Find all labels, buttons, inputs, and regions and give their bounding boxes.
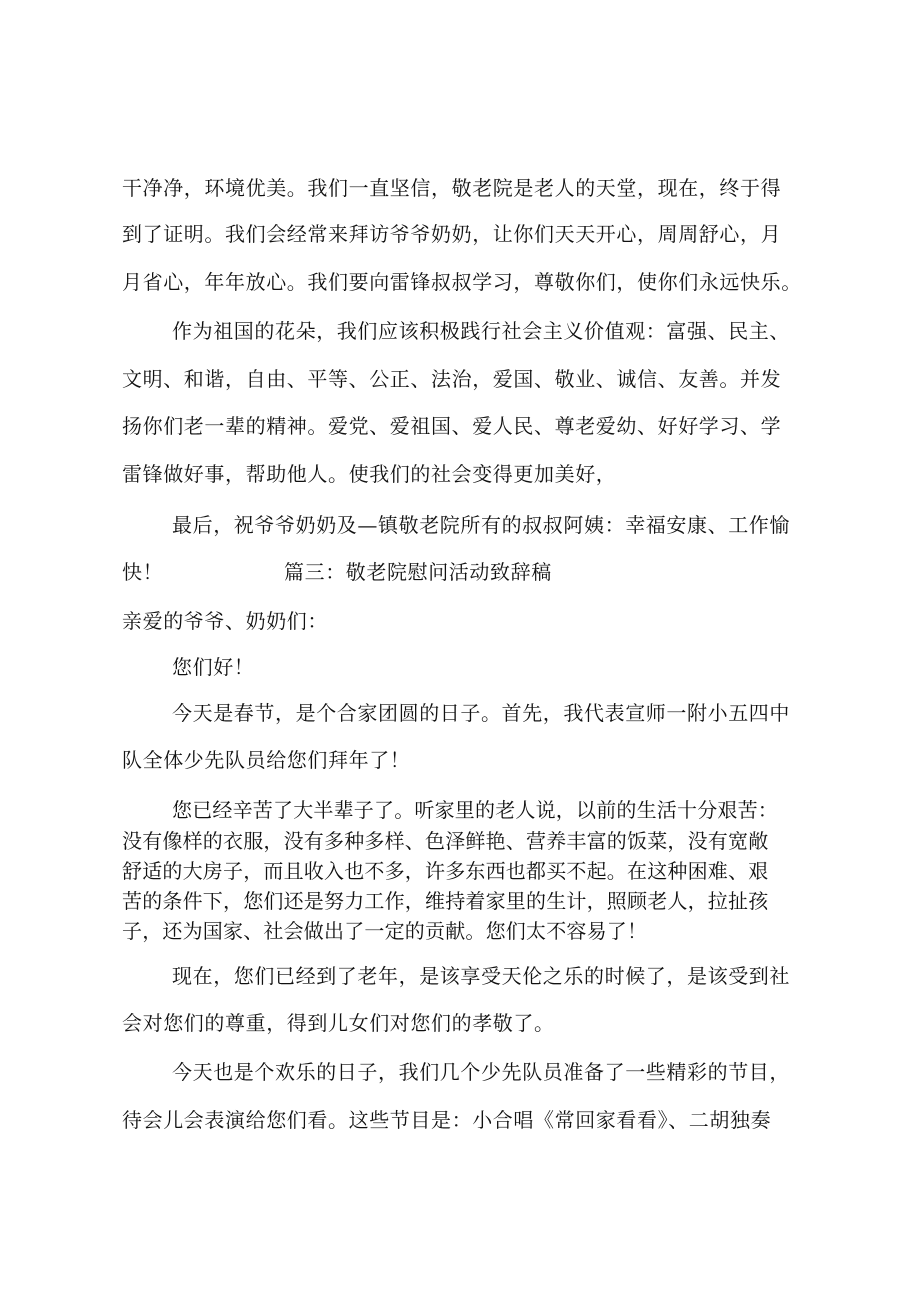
section-heading: 篇三：敬老院慰问活动致辞稿 [284, 560, 552, 584]
greeting: 您们好！ [172, 655, 255, 679]
salutation: 亲爱的爷爷、奶奶们： [122, 609, 328, 633]
text-line: 到了证明。我们会经常来拜访爷爷奶奶，让你们天天开心，周周舒心，月 [122, 222, 782, 246]
text-line: 雷锋做好事，帮助他人。使我们的社会变得更加美好， [122, 462, 617, 486]
text-line: 待会儿会表演给您们看。这些节目是：小合唱《常回家看看》、二胡独奏 [122, 1108, 772, 1132]
text-line: 月省心，年年放心。我们要向雷锋叔叔学习，尊敬你们，使你们永远快乐。 [122, 270, 802, 294]
text-line: 会对您们的尊重，得到儿女们对您们的孝敬了。 [122, 1011, 555, 1035]
text-line: 干净净，环境优美。我们一直坚信，敬老院是老人的天堂，现在，终于得 [122, 176, 782, 200]
text-line: 作为祖国的花朵，我们应该积极践行社会主义价值观：富强、民主、 [172, 319, 790, 343]
text-line: 今天是春节，是个合家团圆的日子。首先，我代表宣师一附小五四中 [172, 701, 790, 725]
text-line: 扬你们老一辈的精神。爱党、爱祖国、爱人民、尊老爱幼、好好学习、学 [122, 414, 782, 438]
text-line: 现在，您们已经到了老年，是该享受天伦之乐的时候了，是该受到社 [172, 964, 790, 988]
text-line: 舒适的大房子，而且收入也不多，许多东西也都买不起。在这种困难、艰 [122, 859, 769, 883]
text-line: 苦的条件下，您们还是努力工作，维持着家里的生计，照顾老人，拉扯孩 [122, 889, 769, 913]
text-line: 今天也是个欢乐的日子，我们几个少先队员准备了一些精彩的节目， [172, 1060, 790, 1084]
text-line: 子，还为国家、社会做出了一定的贡献。您们太不容易了！ [122, 919, 648, 943]
text-line: 没有像样的衣服，没有多种多样、色泽鲜艳、营养丰富的饭菜，没有宽敞 [122, 829, 769, 853]
text-line: 文明、和谐，自由、平等、公正、法治，爱国、敬业、诚信、友善。并发 [122, 367, 782, 391]
text-line: 最后，祝爷爷奶奶及—镇敬老院所有的叔叔阿姨：幸福安康、工作愉 [172, 513, 790, 537]
text-line: 快！ [122, 560, 164, 584]
text-line: 队全体少先队员给您们拜年了！ [122, 748, 411, 772]
text-line: 您已经辛苦了大半辈子了。听家里的老人说，以前的生活十分艰苦： [172, 798, 778, 822]
